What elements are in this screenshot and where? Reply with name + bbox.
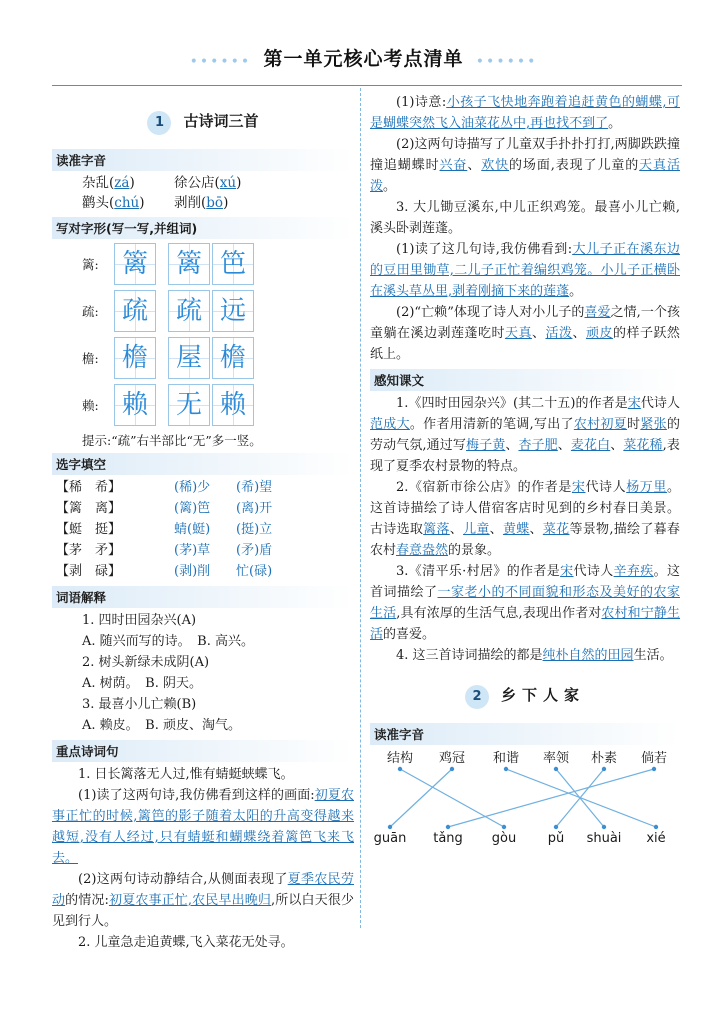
char-grid: 赖 <box>212 384 254 426</box>
fill-row: 【茅 矛】 (茅)草 (矛)盾 <box>56 543 273 558</box>
answer-text: 宋 <box>627 396 641 411</box>
body-text: 时 <box>627 417 641 432</box>
body-text: 的劳动气氛,通过写 <box>370 417 680 453</box>
right-column <box>370 92 680 857</box>
fill-row: 【剥 碌】 (剥)削 忙(碌) <box>56 564 273 579</box>
match-pinyin-item: gòu <box>491 831 517 846</box>
answer-text: 范成大 <box>370 417 410 432</box>
match-dot-top <box>554 767 558 771</box>
answer-text: 农村初夏 <box>573 417 628 432</box>
body-text: 、 <box>557 438 571 453</box>
match-line-倘若-tǎng <box>448 769 654 827</box>
section-pronunciation-2: 读准字音 <box>370 723 680 745</box>
answer-text: 麦花白 <box>570 438 611 453</box>
word-question: 2. 树头新绿未成阴(A) <box>82 655 210 670</box>
body-text: 、 <box>489 522 503 537</box>
body-text: 的景象。 <box>448 543 501 558</box>
match-dot-bottom <box>388 825 392 829</box>
lesson2-title: 2 乡下人家 <box>370 684 680 709</box>
body-text: 生活。 <box>633 648 673 663</box>
section-perception: 感知课文 <box>370 369 680 391</box>
answer-text: 辛弃疾 <box>613 564 654 579</box>
body-text: 代诗人 <box>573 564 614 579</box>
match-pinyin-item: tǎng <box>433 831 463 846</box>
body-text: 4. 这三首诗词描绘的都是 <box>396 648 543 663</box>
left-column <box>52 92 354 953</box>
match-dot-top <box>602 767 606 771</box>
char-grid: 檐 <box>212 337 254 379</box>
perception-paragraph <box>370 645 680 666</box>
char-grid: 檐 <box>114 337 156 379</box>
answer-text: 菜花 <box>542 522 570 537</box>
match-word: 朴素 <box>590 751 618 766</box>
match-word: 率领 <box>542 751 570 766</box>
match-dot-bottom <box>654 825 658 829</box>
fill-row: 【蜓 挺】 蜻(蜓) (挺)立 <box>56 522 273 537</box>
body-text: 代诗人 <box>585 480 627 495</box>
matching-lines <box>370 747 680 857</box>
perception-paragraph <box>370 477 680 561</box>
answer-text: 菜花稀 <box>623 438 663 453</box>
answer-text: 农村和宁静生活 <box>370 606 680 642</box>
header-divider <box>52 85 682 86</box>
body-text: 3.《清平乐·村居》的作者是 <box>396 564 561 579</box>
match-pinyin-item: pǔ <box>547 831 565 846</box>
body-text: ,表现了夏季农村景物的特点。 <box>370 438 680 474</box>
body-text: 。作者用清新的笔调,写出了 <box>409 417 574 432</box>
answer-text: 黄蝶 <box>502 522 530 537</box>
match-dot-bottom <box>446 825 450 829</box>
body-text: 。这首词描绘了 <box>370 564 680 600</box>
match-pinyin-item: guān <box>373 831 407 846</box>
match-word: 结构 <box>386 751 414 766</box>
answer-text: 杨万里 <box>626 480 667 495</box>
body-text: 、 <box>610 438 624 453</box>
poem-question: (1)读了这两句诗,我仿佛看到这样的画面:初夏农事正忙的时候,篱笆的影子随着太阳的升高变得越来越短,没有人经过,只有蜻蜓和蝴蝶绕着篱笆飞来飞去。 <box>52 788 354 866</box>
word-question: 1. 四时田园杂兴(A) <box>82 613 197 628</box>
answer-text: 杏子肥 <box>518 438 558 453</box>
match-line-和谐-xié <box>506 769 656 827</box>
char-grid: 屋 <box>168 337 210 379</box>
body-text: 的喜爱。 <box>383 627 436 642</box>
match-dot-top <box>504 767 508 771</box>
answer-text: 宋 <box>571 480 586 495</box>
char-grid: 远 <box>212 290 254 332</box>
match-dot-bottom <box>502 825 506 829</box>
poem-question: (1)诗意:小孩子飞快地奔跑着追赶黄色的蝴蝶,可是蝴蝶突然飞入油菜花丛中,再也找不到了。 <box>370 95 680 131</box>
section-fill: 选字填空 <box>52 453 354 475</box>
header-dots-right: •••••• <box>475 53 538 70</box>
poem-question: (2)“亡赖”体现了诗人对小儿子的喜爱之情,一个孩童躺在溪边剥莲蓬吃时天真、活泼、顽皮的样子跃然纸上。 <box>370 305 680 362</box>
match-dot-bottom <box>554 825 558 829</box>
pinyin-matching <box>370 747 680 857</box>
poem-line: 2. 儿童急走追黄蝶,飞入菜花无处寻。 <box>78 935 294 950</box>
writing-row: 疏: 疏 疏 远 <box>52 289 354 333</box>
writing-tip: 提示:“疏”右半部比“无”多一竖。 <box>82 433 262 448</box>
pinyin-row: 杂乱(zá) 徐公店(xú) <box>82 175 242 191</box>
char-grid: 笆 <box>212 243 254 285</box>
char-grid: 疏 <box>114 290 156 332</box>
match-word: 和谐 <box>492 751 520 766</box>
section-pronunciation: 读准字音 <box>52 149 354 171</box>
match-word: 倘若 <box>640 751 668 766</box>
answer-text: 梅子黄 <box>466 438 506 453</box>
answer-text: 儿童 <box>463 522 490 537</box>
match-word: 鸡冠 <box>438 751 466 766</box>
body-text: 1.《四时田园杂兴》(其二十五)的作者是 <box>396 396 628 411</box>
answer-text: 篱落 <box>423 522 450 537</box>
match-dot-top <box>398 767 402 771</box>
lesson1-title: 1 古诗词三首 <box>52 110 354 135</box>
match-dot-top <box>450 767 454 771</box>
match-dot-top <box>652 767 656 771</box>
body-text: 2.《宿新市徐公店》的作者是 <box>396 480 572 495</box>
match-line-鸡冠-guān <box>390 769 452 827</box>
char-grid: 疏 <box>168 290 210 332</box>
body-text: 、 <box>505 438 519 453</box>
poem-line: 1. 日长篱落无人过,惟有蜻蜓蛱蝶飞。 <box>78 767 294 782</box>
page-header <box>0 44 727 71</box>
poem-line: 3. 大儿锄豆溪东,中儿正织鸡笼。最喜小儿亡赖,溪头卧剥莲蓬。 <box>370 200 680 236</box>
match-pinyin-item: xié <box>646 831 666 846</box>
perception-paragraph <box>370 393 680 477</box>
word-options: A. 赖皮。 B. 顽皮、淘气。 <box>82 718 241 733</box>
fill-row: 【篱 离】 (篱)笆 (离)开 <box>56 501 273 516</box>
section-words: 词语解释 <box>52 586 354 608</box>
poem-question: (2)这两句诗描写了儿童双手扑扑打打,两脚跌跌撞撞追蝴蝶时兴奋、欢快的场面,表现了儿童的天真活泼。 <box>370 137 680 194</box>
poem-question: (2)这两句诗动静结合,从侧面表现了夏季农民劳动的情况:初夏农事正忙,农民早出晚归,所以白天很少见到行人。 <box>52 872 354 929</box>
page-title: 第一单元核心考点清单 <box>263 48 464 70</box>
answer-text: 一家老小的不同面貌和形态及美好的农家生活 <box>370 585 680 621</box>
char-grid: 篱 <box>114 243 156 285</box>
char-grid: 篱 <box>168 243 210 285</box>
section-key-lines: 重点诗词句 <box>52 740 354 762</box>
answer-text: 纯朴自然的田园 <box>542 648 634 663</box>
section-writing: 写对字形(写一写,并组词) <box>52 217 354 239</box>
char-grid: 赖 <box>114 384 156 426</box>
header-dots-left: •••••• <box>189 53 252 70</box>
poem-question: (1)读了这几句诗,我仿佛看到:大儿子正在溪东边的豆田里锄草,二儿子正忙着编织鸡笼。小儿子正横卧在溪头草丛里,剥着刚摘下来的莲蓬。 <box>370 242 680 299</box>
word-question: 3. 最喜小儿亡赖(B) <box>82 697 197 712</box>
pinyin-row: 鹳头(chú) 剥削(bō) <box>82 195 229 211</box>
body-text: ,具有浓厚的生活气息,表现出作者对 <box>396 606 602 621</box>
match-line-结构-gòu <box>400 769 504 827</box>
answer-text: 春意盎然 <box>396 543 449 558</box>
word-options: A. 树荫。 B. 阴天。 <box>82 676 202 691</box>
word-options: A. 随兴而写的诗。 B. 高兴。 <box>82 634 254 649</box>
answer-text: 宋 <box>560 564 574 579</box>
char-grid: 无 <box>168 384 210 426</box>
match-pinyin-item: shuài <box>586 831 622 846</box>
lesson2-number: 2 <box>465 685 489 709</box>
body-text: 、 <box>529 522 543 537</box>
body-text: 代诗人 <box>640 396 680 411</box>
body-text: 。这首诗描绘了诗人借宿客店时见到的乡村春日美景。古诗选取 <box>370 480 680 537</box>
lesson1-number: 1 <box>147 111 171 135</box>
column-divider <box>360 88 361 928</box>
perception-paragraph <box>370 561 680 645</box>
writing-row: 赖: 赖 无 赖 <box>52 383 354 427</box>
writing-row: 檐: 檐 屋 檐 <box>52 336 354 380</box>
body-text: 、 <box>449 522 464 537</box>
body-text: 等景物,描绘了暮春农村 <box>370 522 680 558</box>
fill-row: 【稀 希】 (稀)少 (希)望 <box>56 480 273 495</box>
match-dot-bottom <box>602 825 606 829</box>
answer-text: 紧张 <box>640 417 667 432</box>
writing-row: 篱: 篱 篱 笆 <box>52 242 354 286</box>
